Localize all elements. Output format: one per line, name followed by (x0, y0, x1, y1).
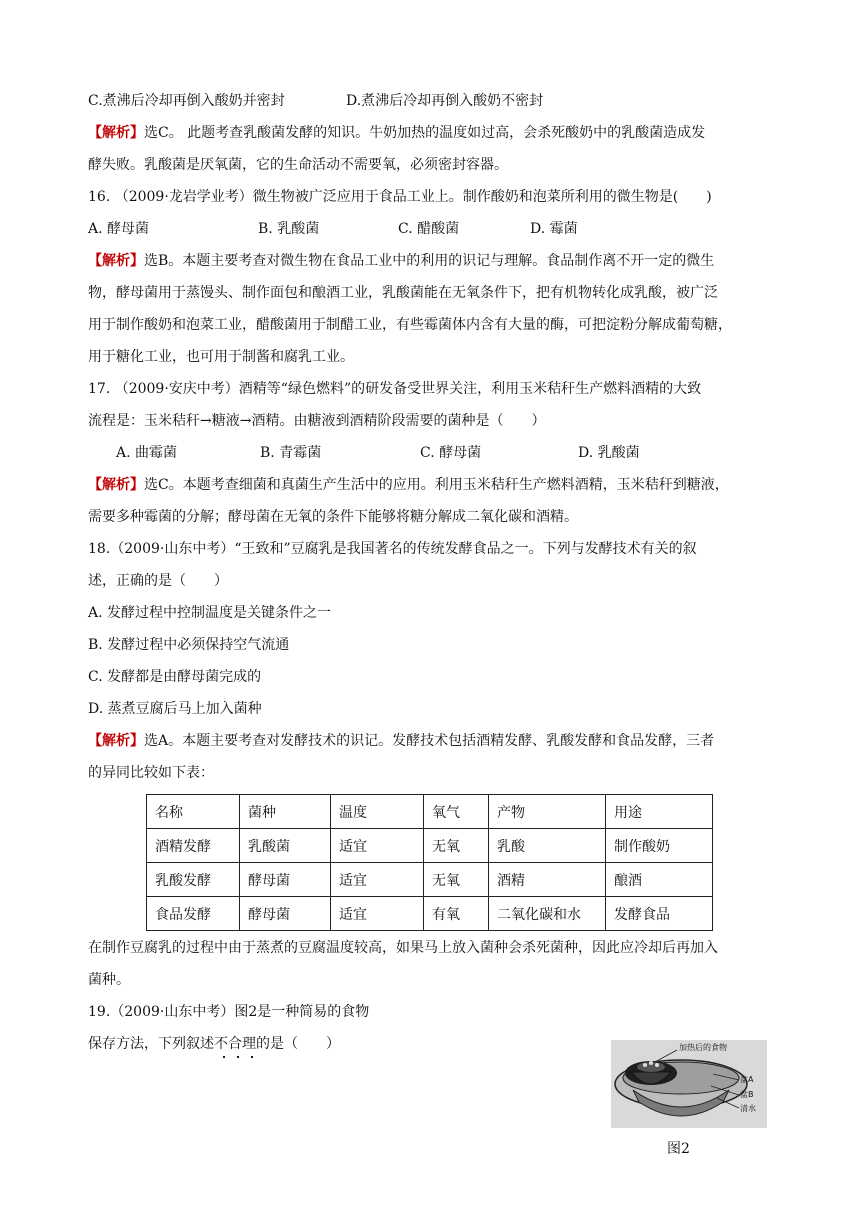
table-cell: 酿酒 (606, 863, 713, 897)
q15-analysis-line-1: 【解析】选C。 此题考查乳酸菌发酵的知识。牛奶加热的温度如过高，会杀死酸奶中的乳酸菌造成发 (88, 125, 706, 141)
table-header-cell: 名称 (147, 795, 240, 829)
q18-option-b: B. 发酵过程中必须保持空气流通 (88, 637, 290, 653)
q18-option-a: A. 发酵过程中控制温度是关键条件之一 (88, 605, 332, 621)
q17-analysis-line-1: 【解析】选C。本题考查细菌和真菌生产生活中的应用。利用玉米秸秆生产燃料酒精，玉米秸秆到糖液， (88, 477, 729, 493)
q16-analysis-line-4: 用于糖化工业，也可用于制酱和腐乳工业。 (88, 349, 354, 365)
table-cell: 食品发酵 (147, 897, 240, 931)
table-cell: 有氧 (424, 897, 489, 931)
figure-caption: 图2 (667, 1141, 690, 1157)
fermentation-comparison-table (146, 794, 713, 931)
table-cell: 乳酸发酵 (147, 863, 240, 897)
q16-analysis-line-1: 【解析】选B。本题主要考查对微生物在食品工业中的利用的识记与理解。食品制作离不开一定的微生 (88, 253, 715, 269)
q15-analysis-line-2: 酵失败。乳酸菌是厌氧菌，它的生命活动不需要氧，必须密封容器。 (88, 157, 508, 173)
figure-label-basin-b: 盆B (740, 1090, 754, 1099)
q18-stem-line-1: 18.（2009·山东中考）“王致和”豆腐乳是我国著名的传统发酵食品之一。下列与发酵技术有关的叙 (88, 541, 697, 557)
table-cell: 制作酸奶 (606, 829, 713, 863)
q15-option-c: C.煮沸后冷却再倒入酸奶并密封 (88, 93, 285, 109)
table-row (147, 897, 713, 931)
figure-label-water: 清水 (740, 1104, 756, 1113)
table-cell: 酵母菌 (240, 863, 331, 897)
q18-analysis-line-2: 的异同比较如下表： (88, 765, 214, 781)
table-header-cell: 用途 (606, 795, 713, 829)
q17-option-b: B. 青霉菌 (260, 445, 322, 461)
q17-options (88, 440, 778, 472)
table-cell: 适宜 (331, 897, 424, 931)
table-cell: 乳酸 (489, 829, 606, 863)
q16-option-b: B. 乳酸菌 (258, 221, 320, 237)
table-row (147, 863, 713, 897)
table-cell: 酒精 (489, 863, 606, 897)
table-row (147, 829, 713, 863)
table-cell: 无氧 (424, 863, 489, 897)
document-page (88, 88, 778, 1063)
table-cell: 二氧化碳和水 (489, 897, 606, 931)
table-header-cell: 产物 (489, 795, 606, 829)
q17-analysis-line-2: 需要多种霉菌的分解；酵母菌在无氧的条件下能够将糖分解成二氧化碳和酒精。 (88, 509, 578, 525)
table-cell: 适宜 (331, 863, 424, 897)
q16-stem: 16. （2009·龙岩学业考）微生物被广泛应用于食品工业上。制作酸奶和泡菜所利用的微生物是( ) (88, 189, 712, 205)
table-cell: 无氧 (424, 829, 489, 863)
analysis-tag: 【解析】 (88, 477, 144, 493)
q15-option-d: D.煮沸后冷却再倒入酸奶不密封 (346, 93, 544, 109)
table-header-cell: 氧气 (424, 795, 489, 829)
q16-analysis-line-3: 用于制作酸奶和泡菜工业，醋酸菌用于制醋工业，有些霉菌体内含有大量的酶，可把淀粉分解成葡萄糖， (88, 317, 732, 333)
q17-stem-line-1: 17. （2009·安庆中考）酒精等“绿色燃料”的研发备受世界关注，利用玉米秸秆生产燃料酒精的大致 (88, 381, 702, 397)
q19-stem-line-1: 19.（2009·山东中考）图2是一种简易的食物 (88, 1004, 370, 1020)
q17-option-a: A. 曲霉菌 (116, 445, 178, 461)
table-cell: 酒精发酵 (147, 829, 240, 863)
q16-analysis-line-2: 物，酵母菌用于蒸馒头、制作面包和酿酒工业，乳酸菌能在无氧条件下，把有机物转化成乳酸，被广泛 (88, 285, 718, 301)
q16-options (88, 216, 778, 248)
q18-option-c: C. 发酵都是由酵母菌完成的 (88, 669, 262, 685)
q18-stem-line-2: 述，正确的是（ ） (88, 573, 228, 589)
q18-after-line-2: 菌种。 (88, 972, 130, 988)
q16-option-a: A. 酵母菌 (88, 221, 150, 237)
q19-stem-line-2: 保存方法，下列叙述不合理的是（ ） (88, 1036, 340, 1052)
table-cell: 乳酸菌 (240, 829, 331, 863)
emphasis-dotted: 不合理 (214, 1036, 256, 1052)
q18-after-line-1: 在制作豆腐乳的过程中由于蒸煮的豆腐温度较高，如果马上放入菌种会杀死菌种，因此应冷却后再加入 (88, 940, 718, 956)
analysis-tag: 【解析】 (88, 125, 144, 141)
table-header-cell: 菌种 (240, 795, 331, 829)
table-cell: 发酵食品 (606, 897, 713, 931)
q18-option-d: D. 蒸煮豆腐后马上加入菌种 (88, 701, 262, 717)
q16-option-d: D. 霉菌 (530, 221, 578, 237)
analysis-tag: 【解析】 (88, 733, 144, 749)
figure-label-food: 加热后的食物 (679, 1043, 727, 1052)
table-cell: 酵母菌 (240, 897, 331, 931)
q15-options (88, 88, 778, 120)
q18-analysis-line-1: 【解析】选A。本题主要考查对发酵技术的识记。发酵技术包括酒精发酵、乳酸发酵和食品发酵，三者 (88, 733, 715, 749)
analysis-tag: 【解析】 (88, 253, 144, 269)
basin-diagram (611, 1040, 767, 1128)
q17-stem-line-2: 流程是：玉米秸秆→糖液→酒精。由糖液到酒精阶段需要的菌种是（ ） (88, 413, 546, 429)
figure-label-basin-a: 盆A (740, 1075, 754, 1084)
q17-option-c: C. 酵母菌 (420, 445, 482, 461)
table-cell: 适宜 (331, 829, 424, 863)
q17-option-d: D. 乳酸菌 (578, 445, 640, 461)
q16-option-c: C. 醋酸菌 (398, 221, 460, 237)
table-header-row (147, 795, 713, 829)
table-header-cell: 温度 (331, 795, 424, 829)
food-preservation-figure (611, 1040, 767, 1128)
